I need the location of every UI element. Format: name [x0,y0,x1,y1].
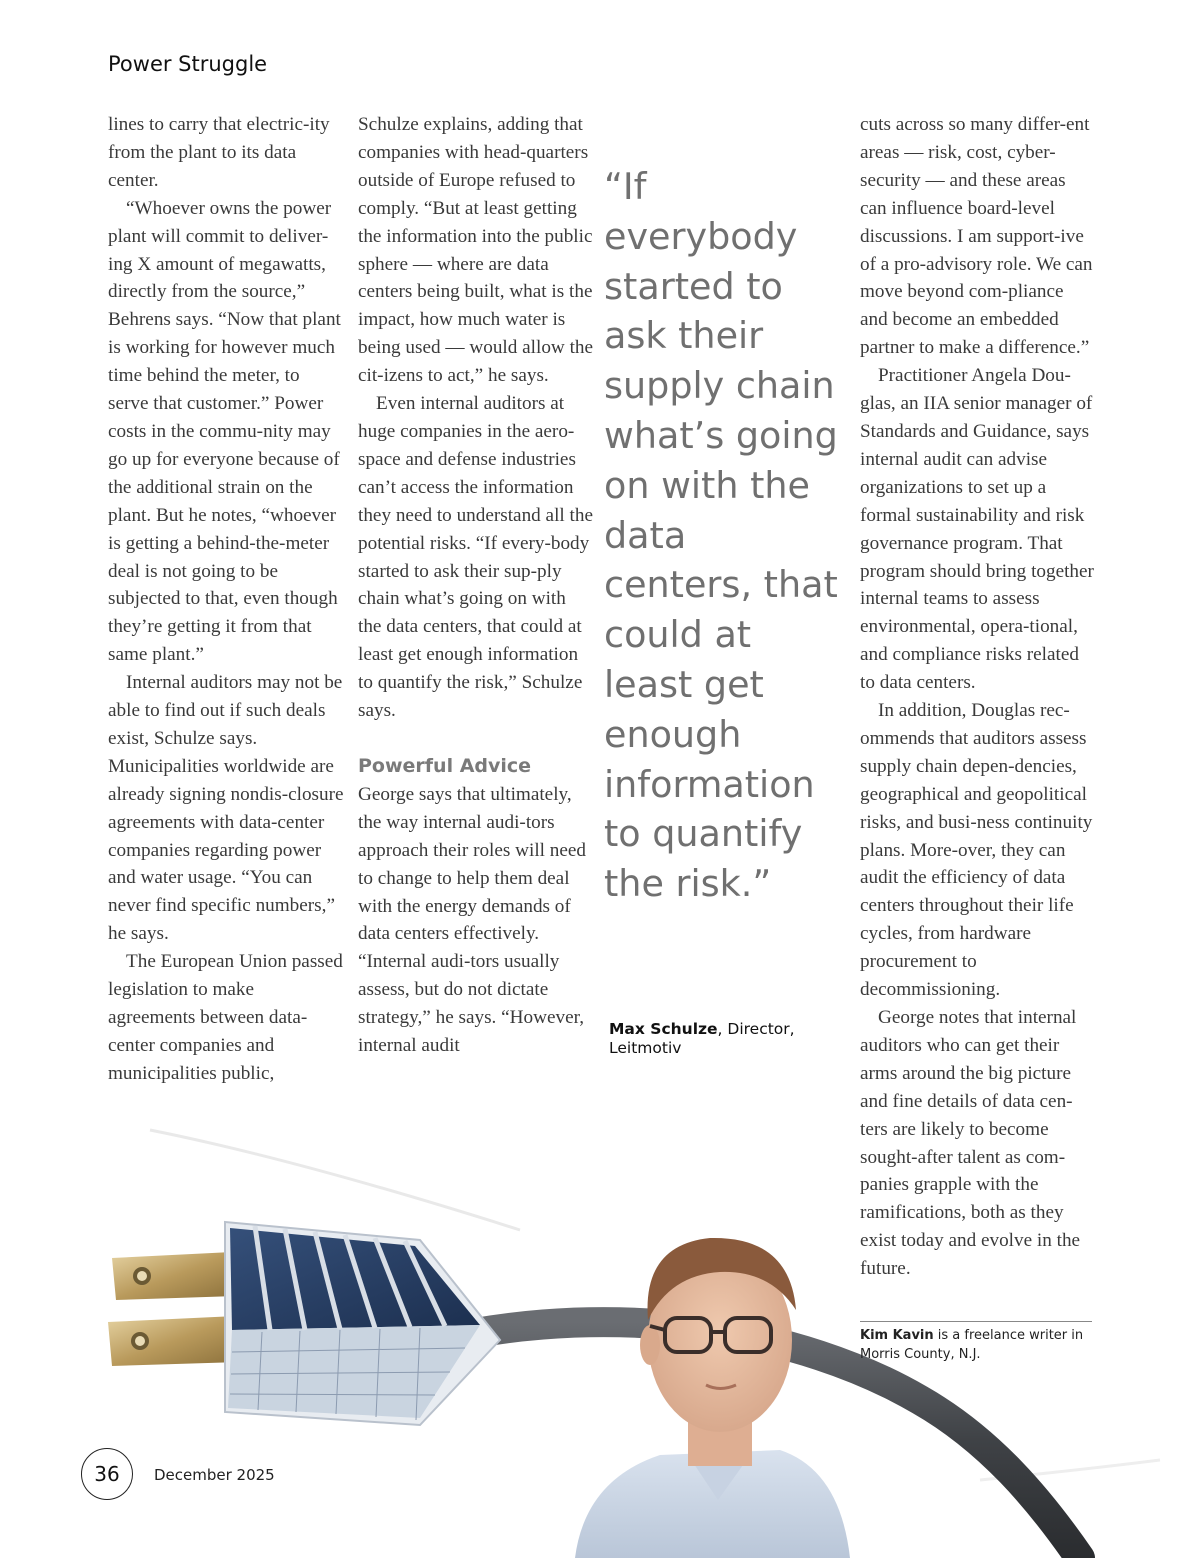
body-paragraph: Even internal auditors at huge companies in the aero-space and defense industries can’t access the information they need to understand all the potential risks. “If every-body started to ask their sup-ply chain what’s going on with the data centers, that could at least get enough information to quantify the risk,” Schulze says. [358,393,593,722]
article-column-4 [860,111,1096,1283]
section-subheading: Powerful Advice [358,754,532,777]
body-paragraph: cuts across so many differ-ent areas — risk, cost, cyber-security — and these areas can influence board-level discussions. I am support-ive of a pro-advisory role. We can move beyond com-pliance and become an embedded partner to make a difference.” [860,114,1093,359]
quote-author-title: , Director, Leitmotiv [609,1020,795,1057]
article-column-2 [358,111,594,1060]
page-number-label: 36 [94,1462,120,1486]
plug-prongs-shape [108,1252,240,1366]
swoosh-line [150,1130,520,1230]
page-number [81,1448,133,1500]
building-block-shape [225,1222,500,1425]
bio-text: is a freelance writer in Morris County, N.J. [860,1328,1084,1362]
body-paragraph: In addition, Douglas rec-ommends that auditors assess supply chain depen-dencies, geographical and geopolitical risks, and busi-ness continuity plans. More-over, they can audit the efficiency of data centers throughout their life cycles, from hardware procurement to decommissioning. [860,700,1093,1001]
article-column-1 [108,111,344,1088]
swoosh-line [980,1460,1160,1480]
body-paragraph: George notes that internal auditors who can get their arms around the big picture and fine details of data cen-ters are likely to become sought-after talent as com-panies grapple with the ramifications, both as they exist today and evolve in the future. [860,1007,1081,1280]
section-title: Power Struggle [108,52,268,76]
body-paragraph: The European Union passed legislation to make agreements between data-center companies and municipalities public, [108,951,343,1084]
pull-quote: “If everybody started to ask their supply chain what’s going on with the data centers, that could at least get enough information to quantify the risk.” [604,165,838,906]
bio-author-name: Kim Kavin [860,1328,934,1343]
body-paragraph: lines to carry that electric-ity from the plant to its data center. [108,114,330,191]
body-paragraph: Practitioner Angela Dou-glas, an IIA senior manager of Standards and Guidance, says internal audit can advise organizations to set up a formal sustainability and risk governance program. That program should bring together internal teams to assess environmental, opera-tional, and compliance risks related to data centers. [860,365,1094,694]
pull-quote-attribution [609,1020,829,1058]
body-paragraph: “Whoever owns the power plant will commit to deliver-ing X amount of megawatts, directly from the source,” Behrens says. “Now that plant is working for however much time behind the meter, to serve that customer.” Power costs in the commu-nity may go up for everyone because of the additional strain on the plant. But he notes, “whoever is getting a behind-the-meter deal is not going to be subjected to that, even though they’re getting it from that same plant.” [108,197,341,666]
body-paragraph: George says that ultimately, the way internal audi-tors approach their roles will need to change to help them deal with the energy demands of data centers effectively. “Internal audi-tors usually assess, but do not dictate strategy,” he says. “However, internal audit [358,783,587,1057]
body-paragraph: Internal auditors may not be able to find out if such deals exist, Schulze says. Municipalities worldwide are already signing nondis-closure agreements with data-center companies regarding power and water usage. “You can never find specific numbers,” he says. [108,672,344,945]
quote-author-name: Max Schulze [609,1020,718,1038]
issue-date: December 2025 [154,1466,275,1484]
author-bio [860,1326,1096,1364]
body-paragraph: Schulze explains, adding that companies with head-quarters outside of Europe refused to comply. “But at least getting the information into the public sphere — where are data centers being built, what is the impact, how much water is being used — would allow the cit-izens to act,” he says. [358,114,594,387]
bio-divider [860,1321,1092,1322]
portrait-photo [575,1238,850,1558]
